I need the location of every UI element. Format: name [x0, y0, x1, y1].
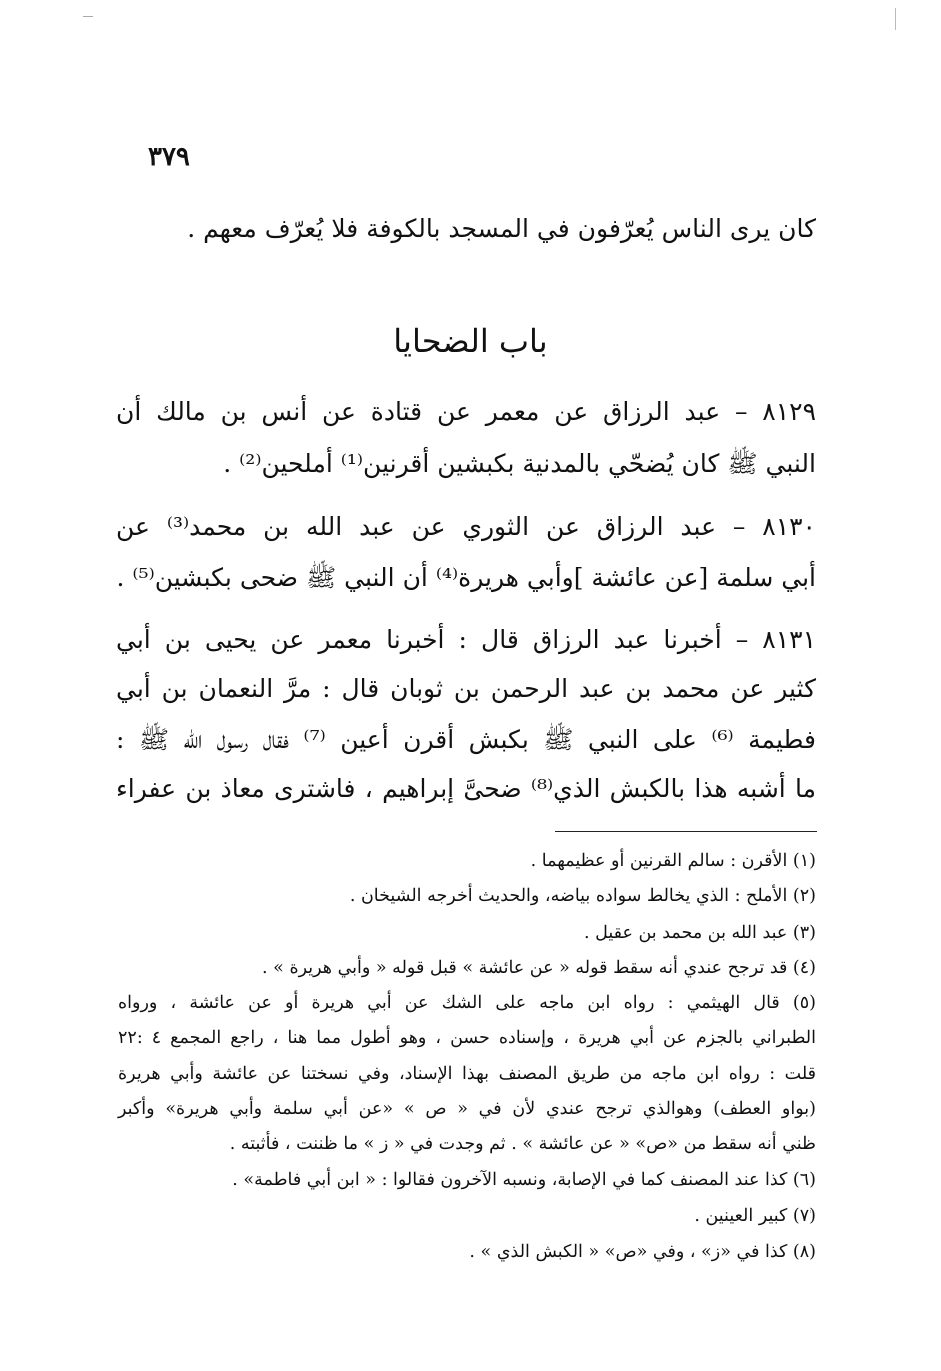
entry-8129-line-2: النبي ﷺ كان يُضحّي بالمدنية بكبشين أقرنين⁽¹⁾ أملحين⁽²⁾ . — [223, 449, 816, 478]
footnote-divider — [555, 831, 817, 832]
footnote-7: (٧) كبير العينين . — [694, 1206, 816, 1226]
entry-8130-line-2: أبي سلمة [عن عائشة ]وأبي هريرة⁽⁴⁾ أن النبي ﷺ ضحى بكبشين⁽⁵⁾ . — [116, 563, 816, 592]
entry-8129-line-1: ٨١٢٩ – عبد الرزاق عن معمر عن قتادة عن أنس بن مالك أن — [116, 397, 816, 426]
footnote-1: (١) الأقرن : سالم القرنين أو عظيمهما . — [530, 851, 816, 871]
footnote-4: (٤) قد ترجح عندي أنه سقط قوله « عن عائشة » قبل قوله « وأبي هريرة » . — [262, 958, 816, 978]
entry-8131-line-3: فطيمة ⁽⁶⁾ على النبي ﷺ بكبش أقرن أعين ⁽⁷⁾ فقال رسول الله ﷺ : — [116, 725, 816, 754]
entry-8131-line-1: ٨١٣١ – أخبرنا عبد الرزاق قال : أخبرنا معمر عن يحيى بن أبي — [116, 625, 816, 654]
footnote-5-line-2: الطبراني بالجزم عن أبي هريرة ، وإسناده حسن ، وهو أطول مما هنا ، راجع المجمع ٤ :٢٢ — [118, 1028, 816, 1048]
footnote-5-line-5: ظني أنه سقط من «ص» « عن عائشة » . ثم وجدت في « ز » ما ظننت ، فأثبته . — [229, 1134, 816, 1154]
footnote-5-line-1: (٥) قال الهيثمي : رواه ابن ماجه على الشك عن أبي هريرة أو عن عائشة ، ورواه — [118, 993, 816, 1013]
footnote-2: (٢) الأملح : الذي يخالط سواده بياضه، والحديث أخرجه الشيخان . — [349, 886, 816, 906]
page-number: ٣٧٩ — [148, 142, 190, 172]
footnote-8: (٨) كذا في «ز» ، وفي «ص» « الكبش الذي » . — [469, 1242, 816, 1262]
entry-8131-line-4: ما أشبه هذا بالكبش الذي⁽⁸⁾ ضحىَّ إبراهيم ، فاشترى معاذ بن عفراء — [116, 774, 817, 803]
footnote-5-line-3: قلت : رواه ابن ماجه من طريق المصنف بهذا الإسناد، وفي نسختنا عن عائشة وأبي هريرة — [118, 1064, 816, 1084]
continuation-line: كان يرى الناس يُعرّفون في المسجد بالكوفة فلا يُعرّف معهم . — [187, 214, 816, 243]
entry-8130-line-1: ٨١٣٠ – عبد الرزاق عن الثوري عن عبد الله بن محمد⁽³⁾ عن — [116, 512, 816, 541]
scan-mark — [83, 16, 93, 17]
entry-8131-line-2: كثير عن محمد بن عبد الرحمن بن ثوبان قال : مرَّ النعمان بن أبي — [116, 674, 816, 703]
footnote-3: (٣) عبد الله بن محمد بن عقيل . — [583, 923, 816, 943]
chapter-heading: باب الضحايا — [393, 322, 548, 360]
footnote-5-line-4: (بواو العطف) وهوالذي ترجح عندي لأن في « ص » «عن أبي سلمة وأبي هريرة» وأكبر — [118, 1099, 816, 1119]
footnote-6: (٦) كذا عند المصنف كما في الإصابة، ونسبه الآخرون فقالوا : « ابن أبي فاطمة» . — [232, 1170, 816, 1190]
scan-mark — [895, 8, 898, 30]
